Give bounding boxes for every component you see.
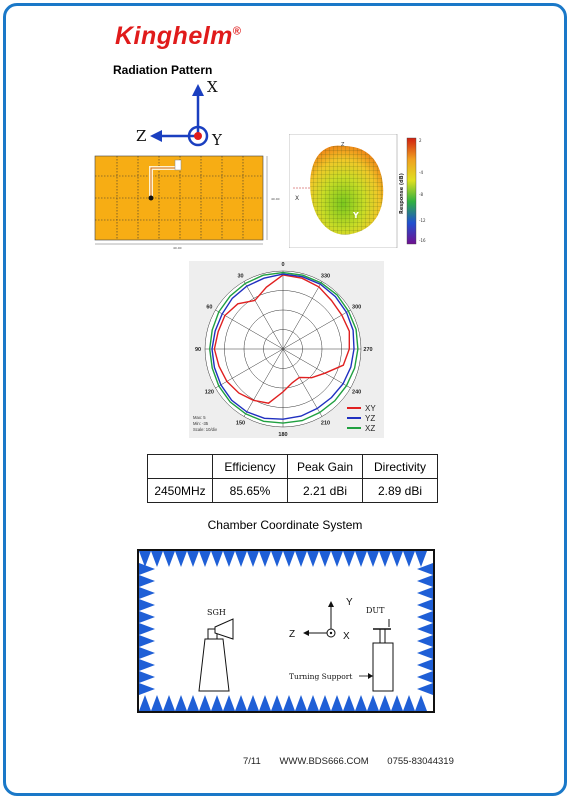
table-cell: 2.21 dBi — [288, 479, 363, 503]
colorbar-tick: -12 — [419, 218, 426, 223]
pcb-antenna-drawing — [93, 154, 280, 250]
polar-angle-label: 60 — [206, 304, 213, 311]
colorbar-tick: 2 — [419, 138, 422, 143]
polar-angle-label: 240 — [352, 389, 362, 396]
section-title: Radiation Pattern — [113, 63, 213, 77]
polar-angle-label: 330 — [320, 273, 331, 280]
footer-phone: 0755-83044319 — [387, 756, 454, 767]
table-cell: 2450MHz — [148, 479, 213, 503]
pcb-height-label: 40.00 — [271, 197, 280, 201]
page-number: 7/11 — [243, 756, 261, 767]
table-header-cell: Peak Gain — [288, 455, 363, 479]
table-cell: 2.89 dBi — [363, 479, 438, 503]
colorbar-tick: -4 — [419, 170, 423, 175]
page-footer — [243, 756, 468, 767]
axis-z-label: Z — [136, 127, 147, 145]
polar-angle-label: 210 — [320, 420, 331, 427]
pattern-3d-plot — [289, 134, 434, 248]
chamber-axis-x: X — [343, 631, 350, 642]
axis-x-label: X — [207, 78, 218, 96]
chamber-axis-z: Z — [289, 629, 296, 640]
table-header-row — [148, 455, 438, 479]
polar-angle-label: 30 — [237, 273, 244, 280]
legend-label: XY — [365, 404, 376, 413]
polar-info-max: Max: 5 — [193, 415, 206, 420]
chamber-title: Chamber Coordinate System — [207, 518, 363, 532]
colorbar-tick: -16 — [419, 238, 426, 243]
colorbar-tick: -8 — [419, 192, 423, 197]
pattern3d-x-label: X — [295, 195, 300, 202]
polar-angle-label: 270 — [363, 347, 373, 353]
table-row — [148, 479, 438, 503]
chamber-axis-y: Y — [346, 597, 353, 608]
pattern3d-y-label: Y — [353, 211, 359, 220]
polar-angle-label: 90 — [194, 347, 202, 353]
footer-url: WWW.BDS666.COM — [279, 756, 369, 767]
sgh-label: SGH — [207, 608, 226, 617]
turning-support-label: Turning Support — [289, 672, 353, 681]
table-header-cell: Directivity — [363, 455, 438, 479]
legend-label: XZ — [365, 424, 376, 433]
table-header-cell: Efficiency — [213, 455, 288, 479]
polar-angle-label: 180 — [278, 432, 288, 438]
legend-label: YZ — [365, 414, 376, 423]
colorbar-label: Response (dB) — [399, 173, 405, 214]
polar-angle-label: 120 — [204, 389, 214, 396]
polar-angle-label: 150 — [235, 420, 246, 427]
pcb-width-label: 40.00 — [173, 246, 182, 250]
pattern3d-z-label: Z — [341, 142, 345, 148]
polar-angle-label: 0 — [281, 262, 285, 268]
chamber-diagram — [137, 549, 435, 713]
polar-info-scale: Scale: 10/div — [193, 427, 217, 432]
antenna-spec-table — [147, 454, 438, 503]
dut-label: DUT — [366, 606, 385, 615]
axis-y-label: Y — [212, 131, 222, 149]
brand-logo: Kinghelm® — [115, 22, 242, 50]
polar-radiation-chart — [189, 261, 384, 438]
table-cell: 85.65% — [213, 479, 288, 503]
polar-info-min: Min: -35 — [193, 421, 209, 426]
polar-angle-label: 300 — [352, 304, 362, 311]
table-header-cell — [148, 455, 213, 479]
